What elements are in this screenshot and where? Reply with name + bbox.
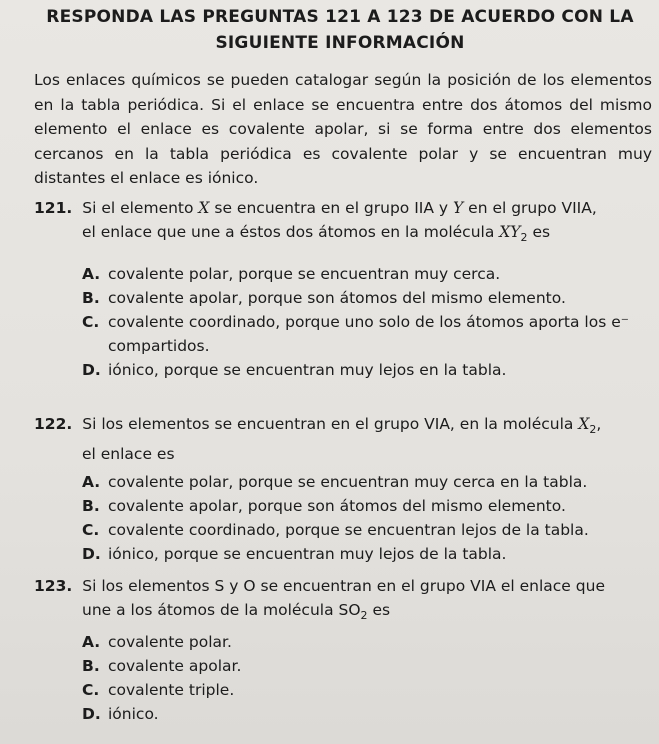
option-122-a[interactable]: A. covalente polar, porque se encuentran muy cerca en la tabla. — [82, 473, 588, 491]
question-123 — [34, 574, 654, 628]
question-text-line-2: une a los átomos de la molécula $SO_2$ es — [82, 601, 391, 623]
option-122-d[interactable]: D. iónico, porque se encuentran muy lejos de la tabla. — [82, 545, 507, 563]
question-number: 121. — [34, 199, 73, 217]
question-122 — [34, 412, 654, 466]
option-123-c[interactable]: C. covalente triple. — [82, 681, 235, 699]
intro-paragraph: Los enlaces químicos se pueden catalogar según la posición de los elementos en la tabla periódica. Si el enlace se encuentra entre dos átomos del mismo elemento el enlace es covalente apolar, si se forma entre dos elementos cercanos en la tabla periódica es covalente polar y se encuentran muy distantes el enlace es iónico. — [34, 71, 652, 187]
question-text-line-2: el enlace que une a éstos dos átomos en la molécula $XY_2$ es — [82, 223, 551, 245]
header-line-2: SIGUIENTE INFORMACIÓN — [215, 33, 465, 53]
section-header — [40, 4, 640, 56]
option-123-b[interactable]: B. covalente apolar. — [82, 657, 242, 675]
option-121-b[interactable]: B. covalente apolar, porque son átomos del mismo elemento. — [82, 289, 566, 307]
options-123 — [82, 630, 657, 726]
header-line-1: RESPONDA LAS PREGUNTAS 121 A 123 DE ACUERDO CON LA — [46, 7, 634, 27]
option-122-c[interactable]: C. covalente coordinado, porque se encuentran lejos de la tabla. — [82, 521, 589, 539]
option-122-b[interactable]: B. covalente apolar, porque son átomos del mismo elemento. — [82, 497, 566, 515]
option-121-c[interactable]: C. covalente coordinado, porque uno solo de los átomos aporta los e⁻ compartidos. — [82, 313, 629, 355]
question-number: 123. — [34, 577, 73, 595]
options-121 — [82, 262, 657, 382]
question-number: 122. — [34, 415, 73, 433]
question-text: Si los elementos se encuentran en el grupo VIA, en la molécula $X_2$, — [82, 415, 602, 437]
question-121 — [34, 196, 654, 250]
question-text-line-2: el enlace es — [82, 445, 175, 464]
option-121-d[interactable]: D. iónico, porque se encuentran muy lejos en la tabla. — [82, 361, 507, 379]
question-text: Si los elementos S y O se encuentran en el grupo VIA el enlace que — [82, 577, 605, 595]
option-121-a[interactable]: A. covalente polar, porque se encuentran muy cerca. — [82, 265, 501, 283]
options-122 — [82, 470, 657, 566]
option-123-d[interactable]: D. iónico. — [82, 705, 159, 723]
question-text: Si el elemento X se encuentra en el grupo IIA y Y en el grupo VIIA, — [82, 199, 597, 217]
option-123-a[interactable]: A. covalente polar. — [82, 633, 232, 651]
